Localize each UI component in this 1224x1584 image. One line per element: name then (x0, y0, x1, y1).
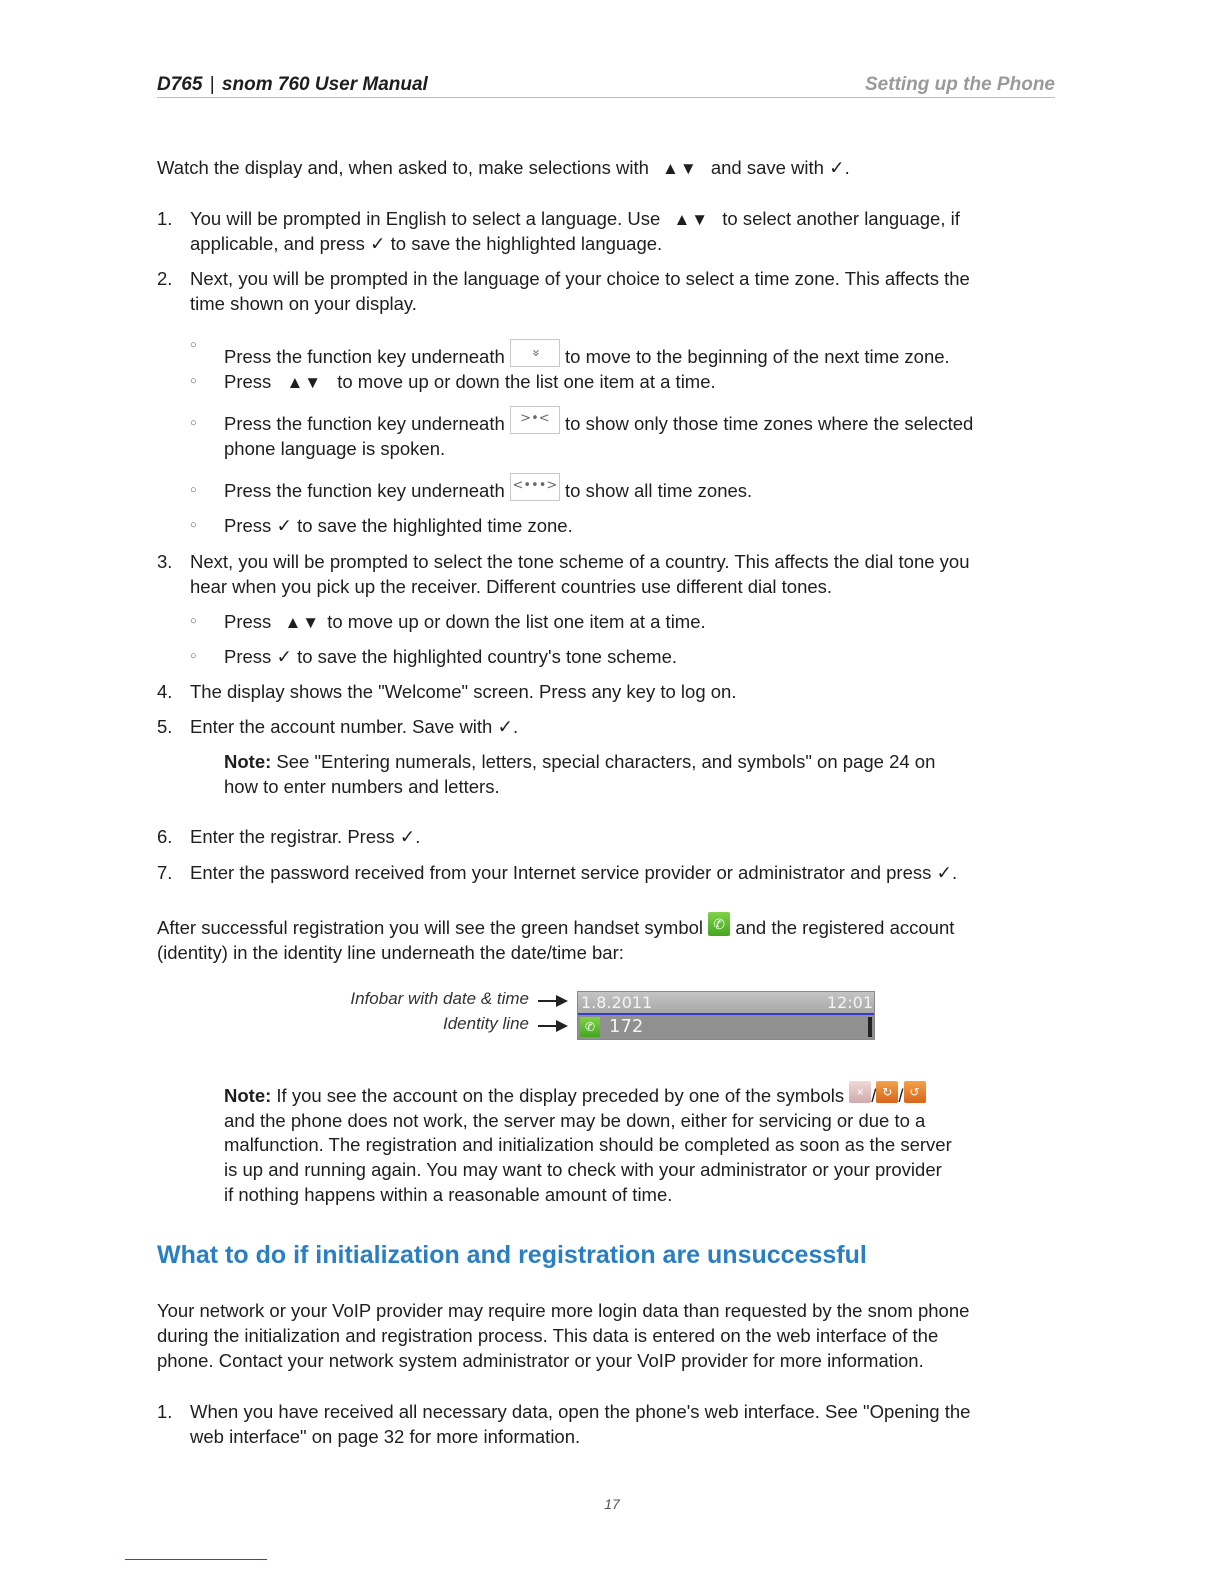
identity-number: 172 (609, 1016, 644, 1037)
handset-icon: ✆ (580, 1017, 600, 1037)
bullet: ○ (190, 417, 197, 429)
arrow-line (538, 1025, 558, 1027)
bullet: ○ (190, 375, 197, 387)
bullet-next-time-zone: Press the function key underneath » to move to the beginning of the next time zone. (224, 333, 950, 383)
up-down-arrows-icon: ▲▼ (662, 159, 698, 178)
intro-paragraph: Watch the display and, when asked to, make selections with ▲▼ and save with ✓. (157, 155, 850, 181)
check-icon: ✓ (936, 862, 953, 883)
green-handset-icon: ✆ (708, 912, 730, 936)
scroll-marker (868, 1017, 872, 1037)
note-label: Note: (224, 1085, 272, 1106)
step-4: The display shows the "Welcome" screen. Press any key to log on. (190, 681, 737, 702)
check-icon: ✓ (829, 157, 845, 178)
bullet-move-up-down: Press ▲▼ to move up or down the list one item at a time. (224, 369, 716, 395)
check-icon: ✓ (276, 646, 292, 667)
header-title: D765 | snom 760 User Manual (157, 74, 428, 95)
step-number: 1. (157, 1401, 173, 1422)
step-7: Enter the password received from your Internet service provider or administrator and press ✓. (190, 862, 958, 883)
step-2-line-1: Next, you will be prompted in the language of your choice to select a time zone. This affects the (190, 268, 970, 289)
step-number: 5. (157, 716, 173, 737)
step-number: 4. (157, 681, 173, 702)
sync-icon: ↻ (876, 1081, 898, 1103)
bullet: ○ (190, 650, 197, 662)
footer-rule (125, 1559, 267, 1560)
header-manual: snom 760 User Manual (221, 74, 428, 95)
note-2-line-1: Note: If you see the account on the display preceded by one of the symbols × / ↻ / ↺ (224, 1083, 926, 1108)
section-2-paragraph-line-2: during the initialization and registration process. This data is entered on the web interface of the (157, 1325, 939, 1346)
step-3-line-1: Next, you will be prompted to select the tone scheme of a country. This affects the dial tone you (190, 551, 970, 572)
up-down-arrows-icon: ▲▼ (284, 613, 321, 632)
note-1-line-2: how to enter numbers and letters. (224, 776, 500, 797)
header-divider (157, 97, 1055, 98)
section-heading: What to do if initialization and registration are unsuccessful (157, 1241, 867, 1269)
step-number: 3. (157, 551, 173, 572)
language-filter-key-icon: >•< (510, 406, 560, 434)
step-1-line-1: You will be prompted in English to select a language. Use ▲▼ to select another language, if (190, 206, 960, 232)
note-2-line-5: if nothing happens within a reasonable amount of time. (224, 1184, 673, 1205)
step-number: 7. (157, 862, 173, 883)
bullet-all-zones: Press the function key underneath <•••> to show all time zones. (224, 478, 752, 506)
step-6: Enter the registrar. Press ✓. (190, 826, 421, 847)
check-icon: ✓ (276, 515, 292, 536)
bullet: ○ (190, 519, 197, 531)
step-5: Enter the account number. Save with ✓. (190, 716, 519, 737)
header-model: D765 (157, 74, 203, 95)
identity-line (578, 1015, 874, 1039)
step-1-line-2: applicable, and press ✓ to save the highlighted language. (190, 233, 663, 254)
step-number: 6. (157, 826, 173, 847)
caption-identity: Identity line (443, 1014, 529, 1033)
arrow-right-icon (556, 1020, 568, 1032)
arrow-line (538, 1000, 558, 1002)
refresh-icon: ↺ (904, 1081, 926, 1103)
bullet-tone-move: Press ▲▼ to move up or down the list one item at a time. (224, 609, 706, 635)
bullet: ○ (190, 339, 197, 351)
note-label: Note: (224, 751, 272, 772)
page-number: 17 (604, 1496, 620, 1512)
phone-display-screenshot (577, 991, 875, 1040)
infobar-date: 1.8.2011 (581, 993, 653, 1012)
check-icon: ✓ (399, 826, 416, 847)
bullet-save-time-zone: Press ✓ to save the highlighted time zone. (224, 515, 573, 536)
bullet-tone-save: Press ✓ to save the highlighted country's tone scheme. (224, 646, 678, 667)
infobar-time: 12:01 (826, 993, 873, 1012)
note-2-line-4: is up and running again. You may want to check with your administrator or your provider (224, 1159, 942, 1180)
note-1-line-1: Note: See "Entering numerals, letters, special characters, and symbols" on page 24 on (224, 751, 936, 772)
caption-infobar: Infobar with date & time (350, 989, 529, 1008)
bullet: ○ (190, 484, 197, 496)
up-down-arrows-icon: ▲▼ (673, 210, 710, 229)
check-icon: ✓ (369, 233, 386, 254)
step-2-line-2: time shown on your display. (190, 293, 417, 314)
up-down-arrows-icon: ▲▼ (286, 373, 323, 392)
header-section: Setting up the Phone (865, 74, 1055, 95)
infobar (578, 992, 874, 1015)
bullet-language-zones: Press the function key underneath >•< to show only those time zones where the selected (224, 411, 973, 439)
section-2-paragraph-line-1: Your network or your VoIP provider may require more login data than requested by the snom phone (157, 1300, 970, 1321)
step-number: 2. (157, 268, 173, 289)
after-registration-line-1: After successful registration you will see the green handset symbol ✆ and the registered account (157, 915, 954, 941)
all-zones-key-icon: <•••> (510, 473, 560, 501)
check-icon: ✓ (497, 716, 513, 737)
after-registration-line-2: (identity) in the identity line underneath the date/time bar: (157, 942, 624, 963)
server-error-icon: × (849, 1081, 871, 1103)
step-3-line-2: hear when you pick up the receiver. Different countries use different dial tones. (190, 576, 833, 597)
section-2-paragraph-line-3: phone. Contact your network system administrator or your VoIP provider for more information. (157, 1350, 924, 1371)
bullet: ○ (190, 615, 197, 627)
section-2-step-1-line-2: web interface" on page 32 for more information. (190, 1426, 581, 1447)
note-2-line-2: and the phone does not work, the server may be down, either for servicing or due to a (224, 1110, 926, 1131)
section-2-step-1-line-1: When you have received all necessary data, open the phone's web interface. See "Opening the (190, 1401, 971, 1422)
note-2-line-3: malfunction. The registration and initialization should be completed as soon as the server (224, 1134, 952, 1155)
bullet-language-zones-line-2: phone language is spoken. (224, 438, 446, 459)
step-number: 1. (157, 208, 173, 229)
next-time-zone-key-icon: » (510, 339, 560, 367)
arrow-right-icon (556, 995, 568, 1007)
